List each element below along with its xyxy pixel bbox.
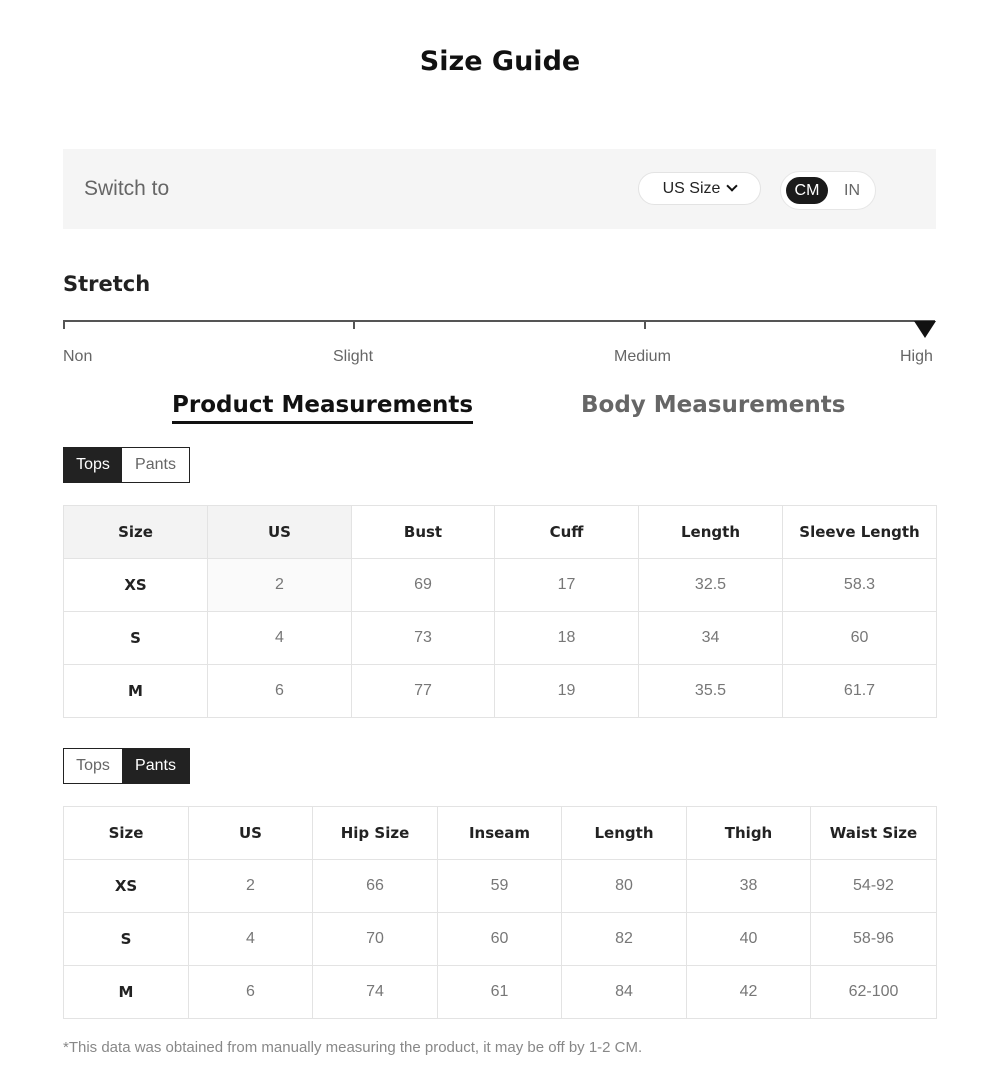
table-cell: 58-96: [811, 913, 937, 966]
table-cell: 42: [687, 966, 811, 1019]
column-header: Bust: [352, 506, 495, 559]
table-cell: 38: [687, 860, 811, 913]
table-cell: 61: [438, 966, 562, 1019]
column-header: Cuff: [495, 506, 639, 559]
table-header-row: [64, 506, 937, 559]
table-cell: M: [64, 966, 189, 1019]
tops-pants-toggle: [63, 447, 190, 483]
column-header: Size: [64, 807, 189, 860]
stretch-tick-slight: [353, 320, 355, 329]
column-header: Sleeve Length: [783, 506, 937, 559]
table-cell: 66: [313, 860, 438, 913]
column-header: Length: [639, 506, 783, 559]
table-cell: 4: [189, 913, 313, 966]
table-cell: 19: [495, 665, 639, 718]
table-cell: 73: [352, 612, 495, 665]
stretch-level-medium: Medium: [614, 348, 671, 365]
unit-toggle: [780, 171, 876, 210]
stretch-level-non: Non: [63, 348, 93, 365]
stretch-tick-non: [63, 320, 65, 329]
toggle-tops[interactable]: Tops: [64, 749, 122, 783]
table-cell: 59: [438, 860, 562, 913]
table-cell: 34: [639, 612, 783, 665]
column-header: US: [189, 807, 313, 860]
switch-to-label: Switch to: [84, 177, 170, 200]
unit-in-option[interactable]: IN: [844, 181, 860, 199]
stretch-scale-line: [63, 320, 935, 322]
table-cell: XS: [64, 559, 208, 612]
table-cell: 77: [352, 665, 495, 718]
stretch-tick-medium: [644, 320, 646, 329]
table-cell: 84: [562, 966, 687, 1019]
toggle-pants[interactable]: Pants: [122, 749, 189, 783]
table-cell: 18: [495, 612, 639, 665]
table-row: [64, 612, 937, 665]
table-cell: 60: [783, 612, 937, 665]
table-cell: 74: [313, 966, 438, 1019]
table-row: [64, 559, 937, 612]
pants-size-table: [63, 806, 937, 1019]
toggle-tops[interactable]: Tops: [64, 448, 122, 482]
column-header: Inseam: [438, 807, 562, 860]
size-system-dropdown[interactable]: [638, 172, 761, 205]
unit-cm-option[interactable]: CM: [786, 177, 828, 204]
table-cell: 69: [352, 559, 495, 612]
table-cell: 70: [313, 913, 438, 966]
size-system-value: US Size: [662, 179, 721, 197]
table-cell: 2: [208, 559, 352, 612]
column-header: Hip Size: [313, 807, 438, 860]
tab-body-measurements[interactable]: Body Measurements: [581, 392, 846, 418]
table-cell: 6: [208, 665, 352, 718]
column-header: Waist Size: [811, 807, 937, 860]
table-cell: 6: [189, 966, 313, 1019]
table-cell: 82: [562, 913, 687, 966]
table-cell: XS: [64, 860, 189, 913]
table-row: [64, 966, 937, 1019]
column-header: Thigh: [687, 807, 811, 860]
table-cell: 80: [562, 860, 687, 913]
table-cell: 2: [189, 860, 313, 913]
table-cell: 62-100: [811, 966, 937, 1019]
stretch-level-high: High: [900, 348, 933, 365]
column-header: Size: [64, 506, 208, 559]
chevron-down-icon: [727, 180, 738, 191]
table-row: [64, 665, 937, 718]
table-cell: M: [64, 665, 208, 718]
unit-switch-bar: [63, 149, 936, 229]
table-header-row: [64, 807, 937, 860]
table-cell: 40: [687, 913, 811, 966]
tab-product-measurements[interactable]: Product Measurements: [172, 392, 474, 418]
measurement-disclaimer: *This data was obtained from manually measuring the product, it may be off by 1-2 CM.: [63, 1039, 643, 1056]
tops-pants-toggle: [63, 748, 190, 784]
table-cell: 17: [495, 559, 639, 612]
table-cell: 61.7: [783, 665, 937, 718]
stretch-heading: Stretch: [63, 272, 151, 296]
table-row: [64, 913, 937, 966]
tops-size-table: [63, 505, 937, 718]
column-header: Length: [562, 807, 687, 860]
table-cell: 60: [438, 913, 562, 966]
table-cell: S: [64, 612, 208, 665]
table-cell: 35.5: [639, 665, 783, 718]
table-cell: S: [64, 913, 189, 966]
stretch-level-slight: Slight: [333, 348, 374, 365]
table-cell: 32.5: [639, 559, 783, 612]
page-title: Size Guide: [419, 46, 581, 77]
table-row: [64, 860, 937, 913]
table-cell: 58.3: [783, 559, 937, 612]
toggle-pants[interactable]: Pants: [122, 448, 189, 482]
table-cell: 54-92: [811, 860, 937, 913]
column-header: US: [208, 506, 352, 559]
stretch-selected-marker-icon: [914, 321, 936, 338]
table-cell: 4: [208, 612, 352, 665]
